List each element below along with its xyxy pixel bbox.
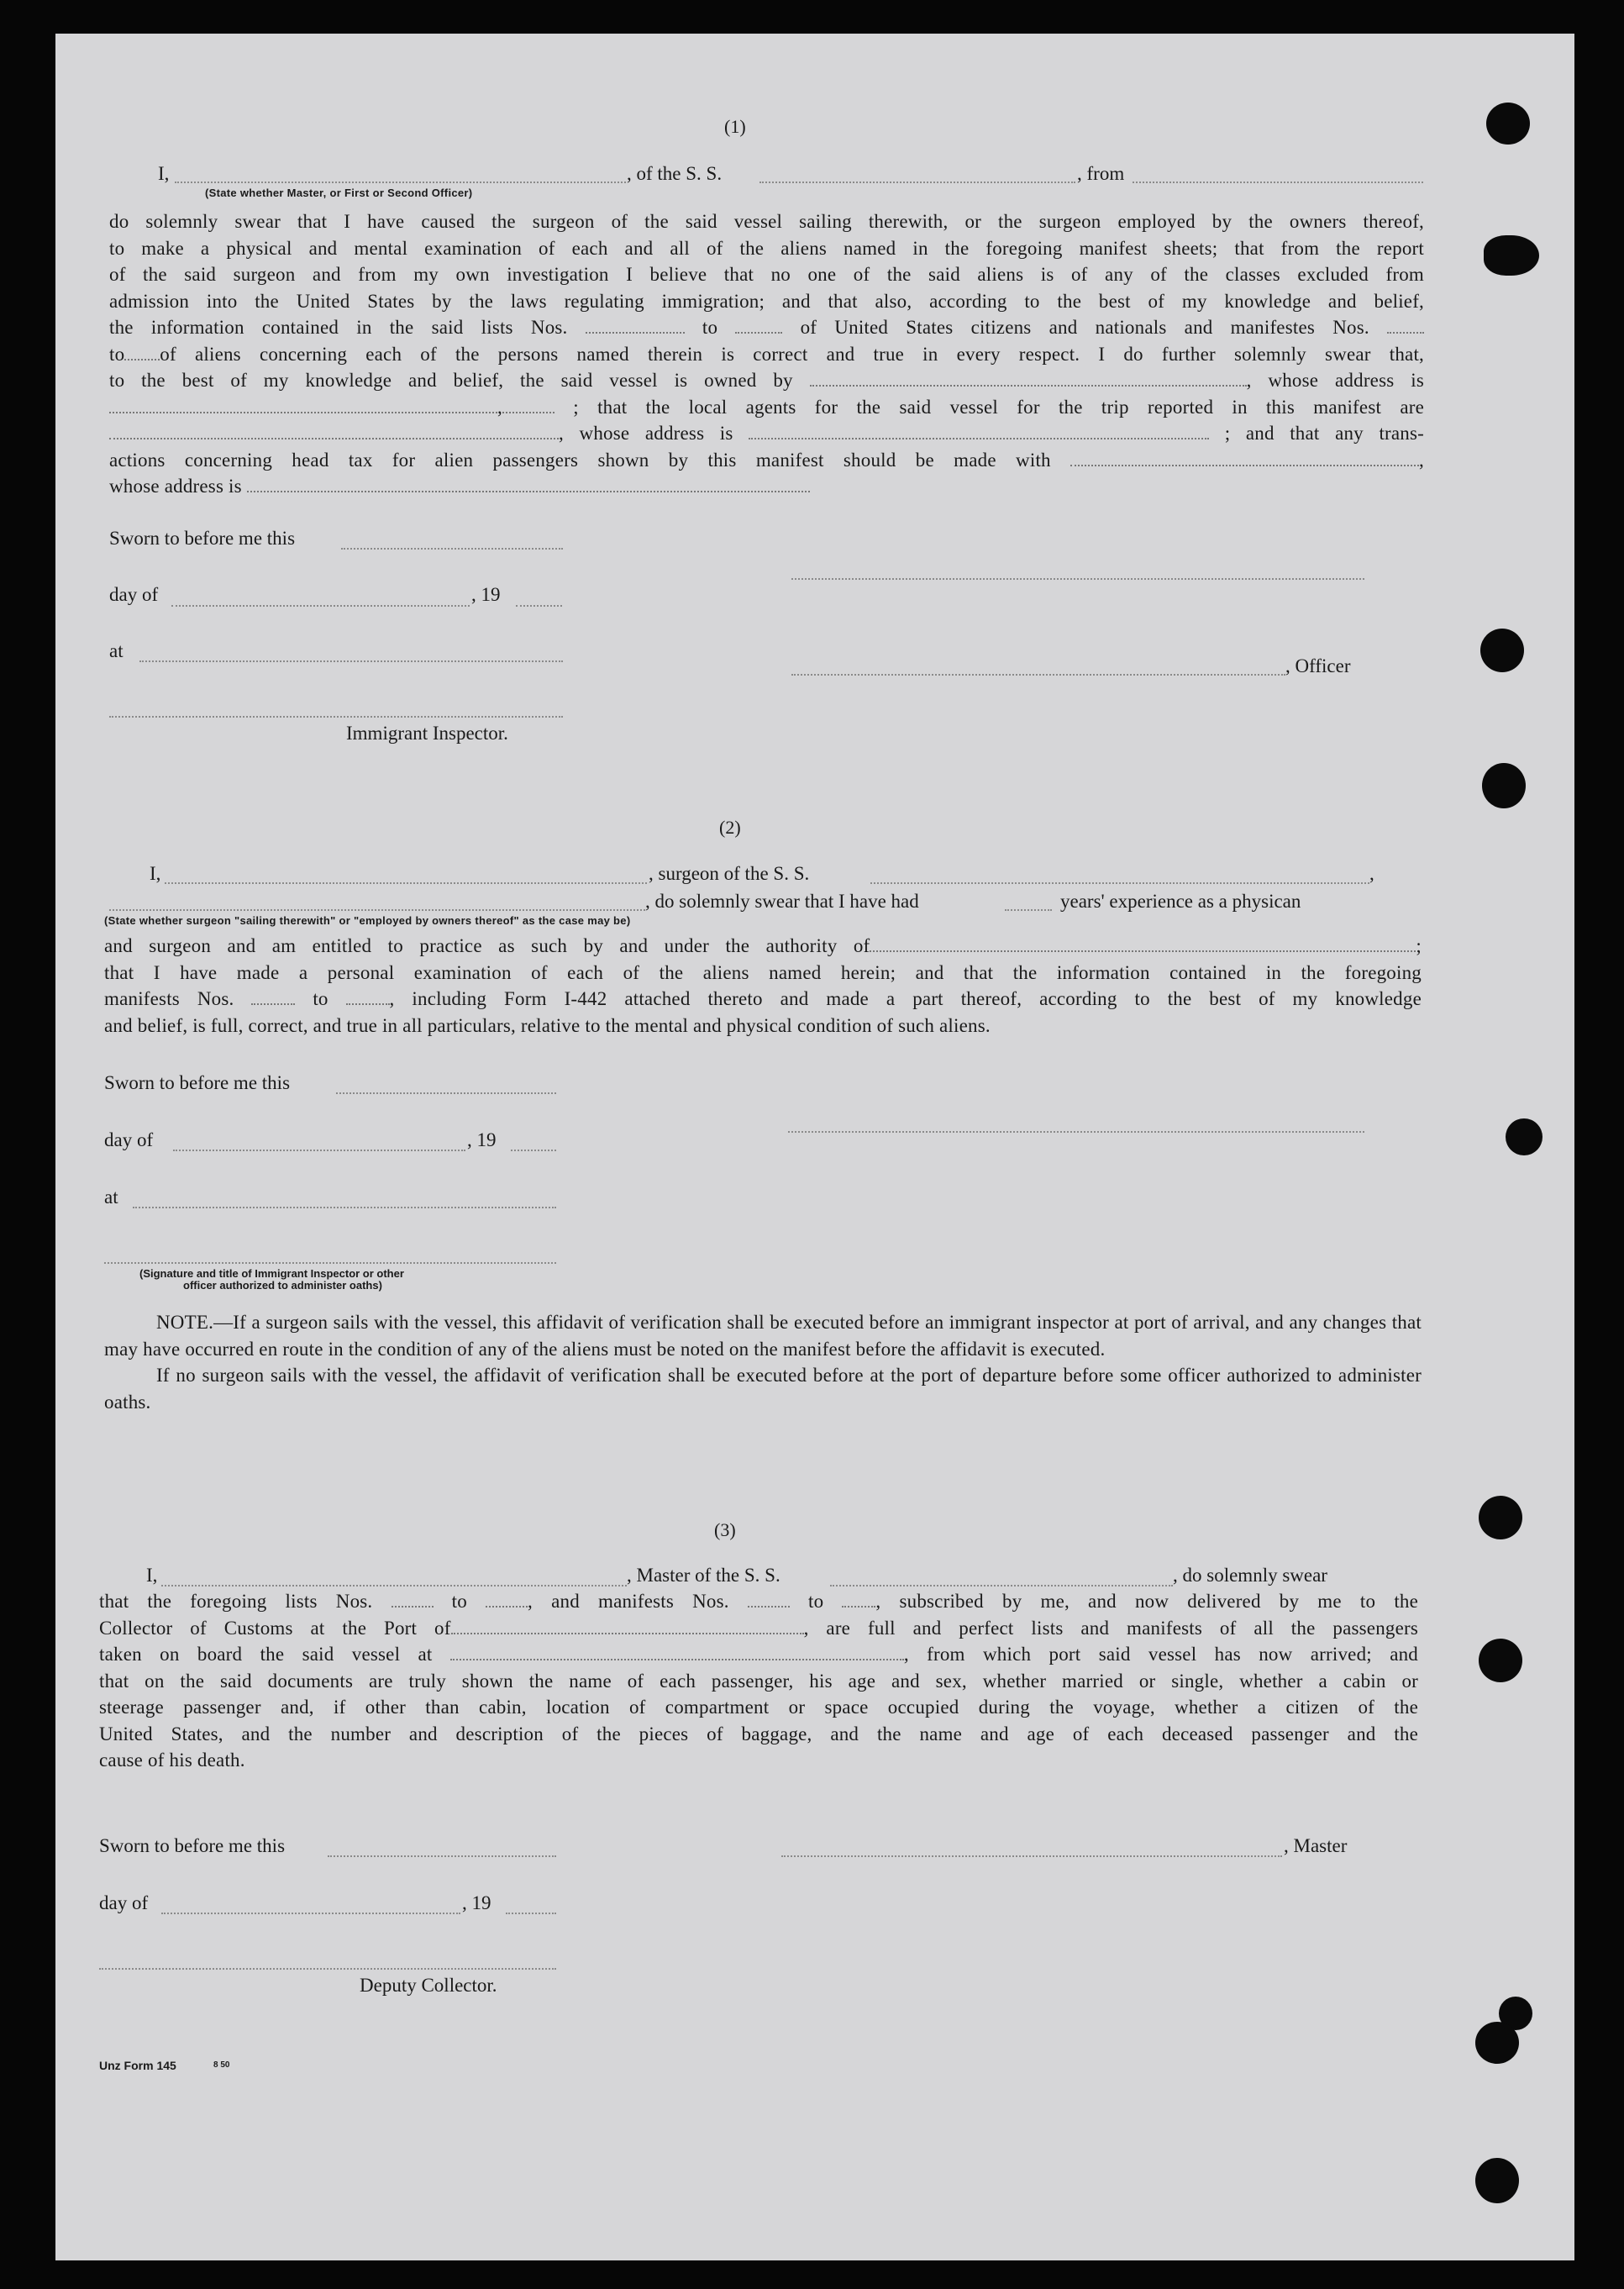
s2-sworn-field[interactable]	[336, 1092, 556, 1094]
s1-line1-label: I,	[158, 163, 170, 184]
form-page	[55, 34, 1574, 2260]
s3-paragraph	[99, 1588, 1418, 1774]
text-line: , ; that the local agents for the said vessel for the trip reported in this manifest are	[109, 394, 1424, 421]
s3-line1-label: I,	[146, 1565, 158, 1586]
punch-hole	[1479, 1639, 1522, 1682]
s2-swear-label: , do solemnly swear that I have had	[645, 891, 919, 912]
text-line: , whose address is ; and that any trans-	[109, 420, 1424, 447]
s1-dayof-label: day of	[109, 584, 159, 605]
section-3-number: (3)	[714, 1519, 736, 1540]
s2-vessel-field[interactable]	[870, 882, 1369, 884]
s2-hint: (State whether surgeon "sailing therewith" or "employed by owners thereof" as the case may be)	[104, 914, 631, 927]
punch-hole	[1480, 629, 1524, 672]
from-port-field[interactable]	[1133, 182, 1423, 183]
master-name-field[interactable]	[175, 182, 626, 183]
text-line: admission into the United States by the laws regulating immigration; and that also, according to the best of my knowledge and belief,	[109, 290, 1424, 312]
s3-master-field[interactable]	[161, 1585, 627, 1587]
s3-swear-label: , do solemnly swear	[1173, 1565, 1327, 1586]
text-line: cause of his death.	[99, 1750, 245, 1771]
text-line: to of aliens concerning each of the persons named therein is correct and true in every respect. I do further solemnly swear that,	[109, 341, 1424, 368]
s1-inspector-label: Immigrant Inspector.	[346, 723, 508, 744]
years-field[interactable]	[1005, 909, 1052, 911]
s3-vessel-label: , Master of the S. S.	[627, 1565, 780, 1586]
s2-vessel-label: , surgeon of the S. S.	[649, 863, 810, 884]
text-line: that the foregoing lists Nos. to , and manifests Nos. to , subscribed by me, and now delivered by me to the	[99, 1588, 1418, 1615]
s1-hint: (State whether Master, or First or Second Officer)	[205, 187, 473, 199]
section-1-number: (1)	[724, 116, 746, 137]
surgeon-name-field[interactable]	[165, 882, 647, 884]
s1-vessel-label: , of the S. S.	[627, 163, 723, 184]
s2-signature-line[interactable]	[788, 1131, 1364, 1133]
s1-officer-line[interactable]	[791, 674, 1285, 676]
note-block	[104, 1309, 1422, 1415]
s2-at-label: at	[104, 1187, 118, 1208]
s3-year-field[interactable]	[506, 1913, 556, 1914]
s2-sworn-label: Sworn to before me this	[104, 1072, 291, 1093]
s2-comma: ,	[1369, 863, 1374, 884]
s3-sworn-label: Sworn to before me this	[99, 1835, 286, 1856]
s2-inspector-line[interactable]	[104, 1262, 556, 1264]
s1-officer-label: , Officer	[1285, 655, 1351, 676]
text-line: to make a physical and mental examination of each and all of the aliens named in the foregoing manifest sheets; that from the report	[109, 237, 1424, 259]
s1-at-label: at	[109, 640, 124, 661]
punch-hole	[1484, 235, 1539, 276]
text-line: United States, and the number and description of the pieces of baggage, and the name and age of each deceased passenger and the	[99, 1723, 1418, 1744]
s3-year-label: , 19	[462, 1892, 491, 1913]
s3-day-field[interactable]	[161, 1913, 460, 1914]
note-paragraph-1: NOTE.—If a surgeon sails with the vessel, this affidavit of verification shall be executed before an immigrant inspector at port of arrival, and any changes that may have occurred en route in the condition of any of the aliens must be noted on the manifest before the affidavit is executed.	[104, 1312, 1422, 1360]
text-line: steerage passenger and, if other than cabin, location of compartment or space occupied during the voyage, whether a citizen of the	[99, 1697, 1418, 1718]
text-line: the information contained in the said lists Nos. to of United States citizens and nationals and manifestes Nos.	[109, 314, 1424, 341]
s2-status-field[interactable]	[109, 909, 645, 911]
note-paragraph-2: If no surgeon sails with the vessel, the affidavit of verification shall be executed before at the port of departure before some officer authorized to administer oaths.	[104, 1365, 1422, 1413]
s3-master-signature-line[interactable]	[781, 1855, 1282, 1857]
s2-line1-label: I,	[150, 863, 161, 884]
s1-year-label: , 19	[471, 584, 501, 605]
punch-hole	[1475, 2158, 1519, 2203]
s3-deputy-label: Deputy Collector.	[360, 1975, 497, 1996]
s1-year-field[interactable]	[516, 605, 562, 607]
text-line: taken on board the said vessel at , from which port said vessel has now arrived; and	[99, 1641, 1418, 1668]
s2-at-field[interactable]	[133, 1207, 556, 1208]
s1-sworn-field[interactable]	[341, 548, 563, 550]
text-line: that I have made a personal examination of each of the aliens named herein; and that the information contained in the foregoing	[104, 961, 1422, 983]
text-line: actions concerning head tax for alien passengers shown by this manifest should be made with ,	[109, 447, 1424, 474]
s1-sworn-label: Sworn to before me this	[109, 528, 296, 549]
text-line: to the best of my knowledge and belief, the said vessel is owned by , whose address is	[109, 367, 1424, 394]
s1-from-label: , from	[1077, 163, 1125, 184]
form-code: 8 50	[213, 2060, 230, 2070]
s1-day-field[interactable]	[171, 605, 470, 607]
punch-hole	[1479, 1496, 1522, 1539]
text-line: and belief, is full, correct, and true in all particulars, relative to the mental and physical condition of such aliens.	[104, 1014, 991, 1036]
text-line: and surgeon and am entitled to practice as such by and under the authority of ;	[104, 933, 1422, 960]
s2-year-field[interactable]	[511, 1150, 556, 1151]
s2-year-label: , 19	[467, 1129, 497, 1150]
text-line: Collector of Customs at the Port of , are full and perfect lists and manifests of all the passengers	[99, 1615, 1418, 1642]
s3-dayof-label: day of	[99, 1892, 149, 1913]
section-2-number: (2)	[719, 817, 741, 838]
s3-master-label: , Master	[1284, 1835, 1348, 1856]
s3-vessel-field[interactable]	[830, 1585, 1173, 1587]
text-line: do solemnly swear that I have caused the surgeon of the said vessel sailing therewith, or the surgeon employed by the owners thereof,	[109, 211, 1424, 232]
form-number: Unz Form 145	[99, 2059, 176, 2072]
s1-at-field[interactable]	[139, 660, 563, 662]
s2-sig-note-1: (Signature and title of Immigrant Inspector or other	[139, 1267, 404, 1280]
text-line: manifests Nos. to , including Form I-442 attached thereto and made a part thereof, according to the best of my knowledge	[104, 986, 1422, 1013]
s1-signature-line[interactable]	[791, 578, 1364, 580]
s2-sig-note-2: officer authorized to administer oaths)	[183, 1279, 382, 1292]
s2-years-label: years' experience as a physican	[1060, 891, 1301, 912]
text-line: that on the said documents are truly shown the name of each passenger, his age and sex, whether married or single, whether a cabin or	[99, 1670, 1418, 1692]
s2-dayof-label: day of	[104, 1129, 154, 1150]
s1-inspector-line[interactable]	[109, 716, 563, 718]
s3-sworn-field[interactable]	[328, 1855, 556, 1857]
s2-paragraph	[104, 933, 1422, 1039]
s3-deputy-line[interactable]	[99, 1968, 556, 1970]
punch-hole	[1486, 103, 1530, 145]
punch-hole	[1506, 1118, 1543, 1155]
punch-hole	[1482, 763, 1526, 808]
s1-paragraph	[109, 208, 1424, 500]
punch-hole	[1475, 2022, 1519, 2064]
s2-day-field[interactable]	[173, 1150, 465, 1151]
text-line: whose address is	[109, 473, 1424, 500]
vessel-name-field[interactable]	[759, 182, 1075, 183]
text-line: of the said surgeon and from my own investigation I believe that no one of the said aliens is of any of the classes excluded from	[109, 264, 1424, 285]
